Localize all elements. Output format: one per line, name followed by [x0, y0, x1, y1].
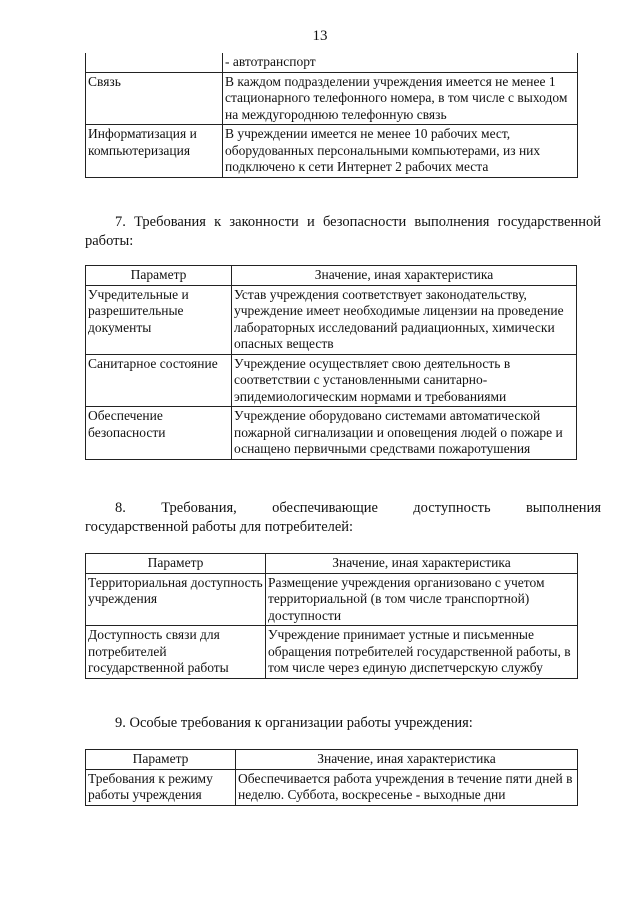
column-header-param: Параметр — [86, 554, 266, 574]
table-row — [86, 125, 578, 178]
section-7-heading: 7. Требования к законности и безопасности выполнения государственной работы: — [85, 214, 601, 249]
value-cell: - автотранспорт — [223, 53, 578, 72]
table-row — [86, 285, 577, 354]
section-9-heading: 9. Особые требования к организации работы учреждения: — [115, 715, 473, 731]
table-row — [86, 354, 577, 407]
table-section-8 — [85, 553, 578, 679]
param-cell: Требования к режиму работы учреждения — [86, 769, 236, 805]
table-row — [86, 53, 578, 72]
value-cell: В учреждении имеется не менее 10 рабочих мест, оборудованных персональными компьютерами, из них подключено к сети Интернет 2 рабочих места — [223, 125, 578, 178]
param-cell: Доступность связи для потребителей государственной работы — [86, 626, 266, 679]
column-header-value: Значение, иная характеристика — [232, 266, 577, 286]
table-section-9 — [85, 749, 578, 806]
param-cell: Территориальная доступность учреждения — [86, 573, 266, 626]
value-cell: В каждом подразделении учреждения имеется не менее 1 стационарного телефонного номера, в том числе с выходом на междугороднюю телефонную связь — [223, 72, 578, 125]
value-cell: Размещение учреждения организовано с учетом территориальной (в том числе транспортной) доступности — [266, 573, 578, 626]
section-8-heading-line-1: 8. Требования, обеспечивающие доступность выполнения — [115, 500, 601, 516]
param-cell: Информатизация и компьютеризация — [86, 125, 223, 178]
page-number: 13 — [312, 28, 328, 44]
table-row — [86, 769, 578, 805]
value-cell: Учреждение принимает устные и письменные обращения потребителей государственной работы, в том числе через единую диспетчерскую службу — [266, 626, 578, 679]
param-cell — [86, 53, 223, 72]
table-row — [86, 407, 577, 460]
table-section-7 — [85, 265, 577, 460]
table-row — [86, 573, 578, 626]
table-header-row — [86, 266, 577, 286]
value-cell: Учреждение оборудовано системами автоматической пожарной сигнализации и оповещения людей о пожаре и оснащено первичными средствами пожаротушения — [232, 407, 577, 460]
table-continuation — [85, 53, 578, 178]
param-cell: Учредительные и разрешительные документы — [86, 285, 232, 354]
value-cell: Устав учреждения соответствует законодательству, учреждение имеет необходимые лицензии на проведение лабораторных исследований радиационных, химически опасных веществ — [232, 285, 577, 354]
table-header-row — [86, 750, 578, 770]
section-8-heading-line-2: государственной работы для потребителей: — [85, 519, 354, 535]
column-header-param: Параметр — [86, 750, 236, 770]
column-header-param: Параметр — [86, 266, 232, 286]
value-cell: Учреждение осуществляет свою деятельность в соответствии с установленными санитарно-эпидемиологическим нормами и требованиями — [232, 354, 577, 407]
value-cell: Обеспечивается работа учреждения в течение пяти дней в неделю. Суббота, воскресенье - выходные дни — [236, 769, 578, 805]
param-cell: Связь — [86, 72, 223, 125]
param-cell: Обеспечение безопасности — [86, 407, 232, 460]
table-row — [86, 72, 578, 125]
table-header-row — [86, 554, 578, 574]
column-header-value: Значение, иная характеристика — [236, 750, 578, 770]
param-cell: Санитарное состояние — [86, 354, 232, 407]
table-row — [86, 626, 578, 679]
column-header-value: Значение, иная характеристика — [266, 554, 578, 574]
